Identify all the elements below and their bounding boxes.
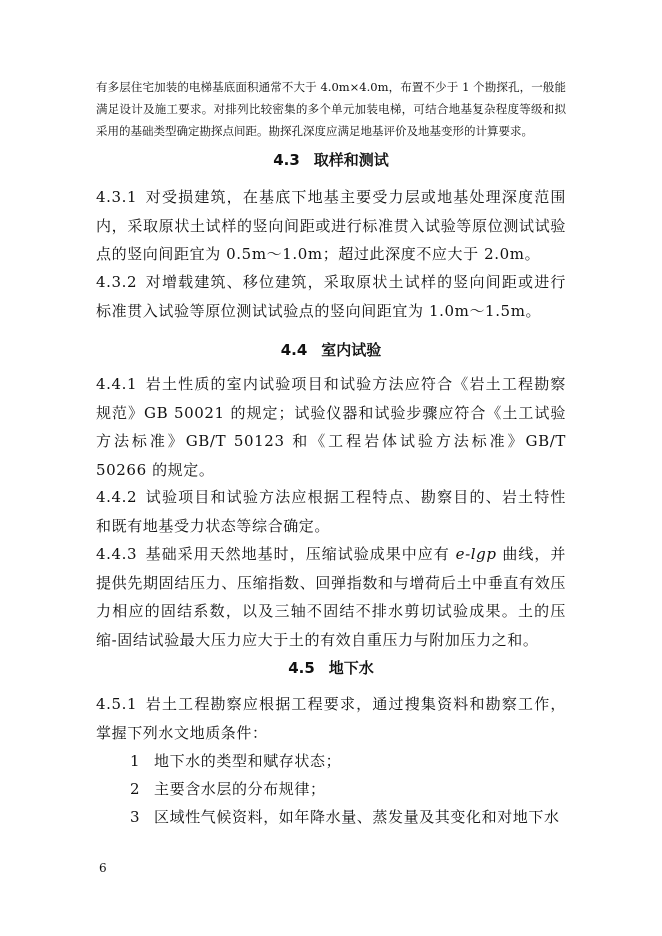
clause-number: 4.4.1 <box>96 375 138 393</box>
clause-text: 对增载建筑、移位建筑，采取原状土试样的竖向间距或进行标准贯入试验等原位测试试验点的竖向间距宜为 1.0m～1.5m。 <box>96 273 566 320</box>
section-title: 地下水 <box>328 659 374 677</box>
list-item <box>130 747 570 776</box>
page-number: 6 <box>99 861 107 875</box>
list-item-text: 区域性气候资料，如年降水量、蒸发量及其变化和对地下水 <box>154 808 560 826</box>
clause-text-continued: 曲线，并提供先期固结压力、压缩指数、回弹指数和与增荷后土中垂直有效压力相应的固结系数，以及三轴不固结不排水剪切试验成果。土的压缩-固结试验最大压力应大于土的有效自重压力与附加压力之和。 <box>96 545 566 649</box>
section-title: 室内试验 <box>321 341 382 359</box>
clause-number: 4.5.1 <box>96 695 138 713</box>
clause-text: 试验项目和试验方法应根据工程特点、勘察目的、岩土特性和既有地基受力状态等综合确定。 <box>96 488 566 535</box>
clause-text: 岩土性质的室内试验项目和试验方法应符合《岩土工程勘察规范》GB 50021 的规定；试验仪器和试验步骤应符合《土工试验方法标准》GB/T 50123 和《工程岩体试验方法标准》GB/T 50266 的规定。 <box>96 375 566 479</box>
clause-number: 4.3.2 <box>96 273 138 291</box>
e-lgp-term: e-lgp <box>455 545 497 563</box>
clause-4-4-1 <box>96 370 566 484</box>
list-item-number: 1 <box>130 752 141 770</box>
clause-4-4-2 <box>96 483 566 540</box>
section-4-4-heading <box>96 340 566 360</box>
section-number: 4.3 <box>273 151 300 169</box>
intro-paragraph: 有多层住宅加装的电梯基底面积通常不大于 4.0m×4.0m，布置不少于 1 个勘探孔，一般能满足设计及施工要求。对排列比较密集的多个单元加装电梯，可结合地基复杂程度等级和拟采用的基础类型确定勘探点间距。勘探孔深度应满足地基评价及地基变形的计算要求。 <box>96 80 566 138</box>
list-item-number: 3 <box>130 808 141 826</box>
list-item-text: 地下水的类型和赋存状态； <box>154 752 342 770</box>
list-item-number: 2 <box>130 780 141 798</box>
clause-text: 对受损建筑，在基底下地基主要受力层或地基处理深度范围内，采取原状土试样的竖向间距或进行标准贯入试验等原位测试试验点的竖向间距宜为 0.5m～1.0m；超过此深度不应大于 2.0m。 <box>96 188 566 263</box>
section-number: 4.5 <box>288 659 315 677</box>
section-number: 4.4 <box>280 341 308 359</box>
clause-text: 岩土工程勘察应根据工程要求，通过搜集资料和勘察工作，掌握下列水文地质条件： <box>96 695 566 742</box>
list-item-text: 主要含水层的分布规律； <box>154 780 326 798</box>
clause-4-4-3 <box>96 540 566 654</box>
list-item <box>130 775 570 804</box>
clause-4-3-1 <box>96 183 566 269</box>
section-title: 取样和测试 <box>313 151 389 169</box>
clause-4-5-1 <box>96 690 566 747</box>
list-item <box>130 803 570 832</box>
section-4-3-heading <box>96 150 566 170</box>
clause-4-3-2 <box>96 268 566 325</box>
clause-number: 4.4.2 <box>96 488 138 506</box>
clause-text: 基础采用天然地基时，压缩试验成果中应有 <box>145 545 456 563</box>
clause-number: 4.4.3 <box>96 545 138 563</box>
section-4-5-heading <box>96 658 566 678</box>
clause-number: 4.3.1 <box>96 188 138 206</box>
